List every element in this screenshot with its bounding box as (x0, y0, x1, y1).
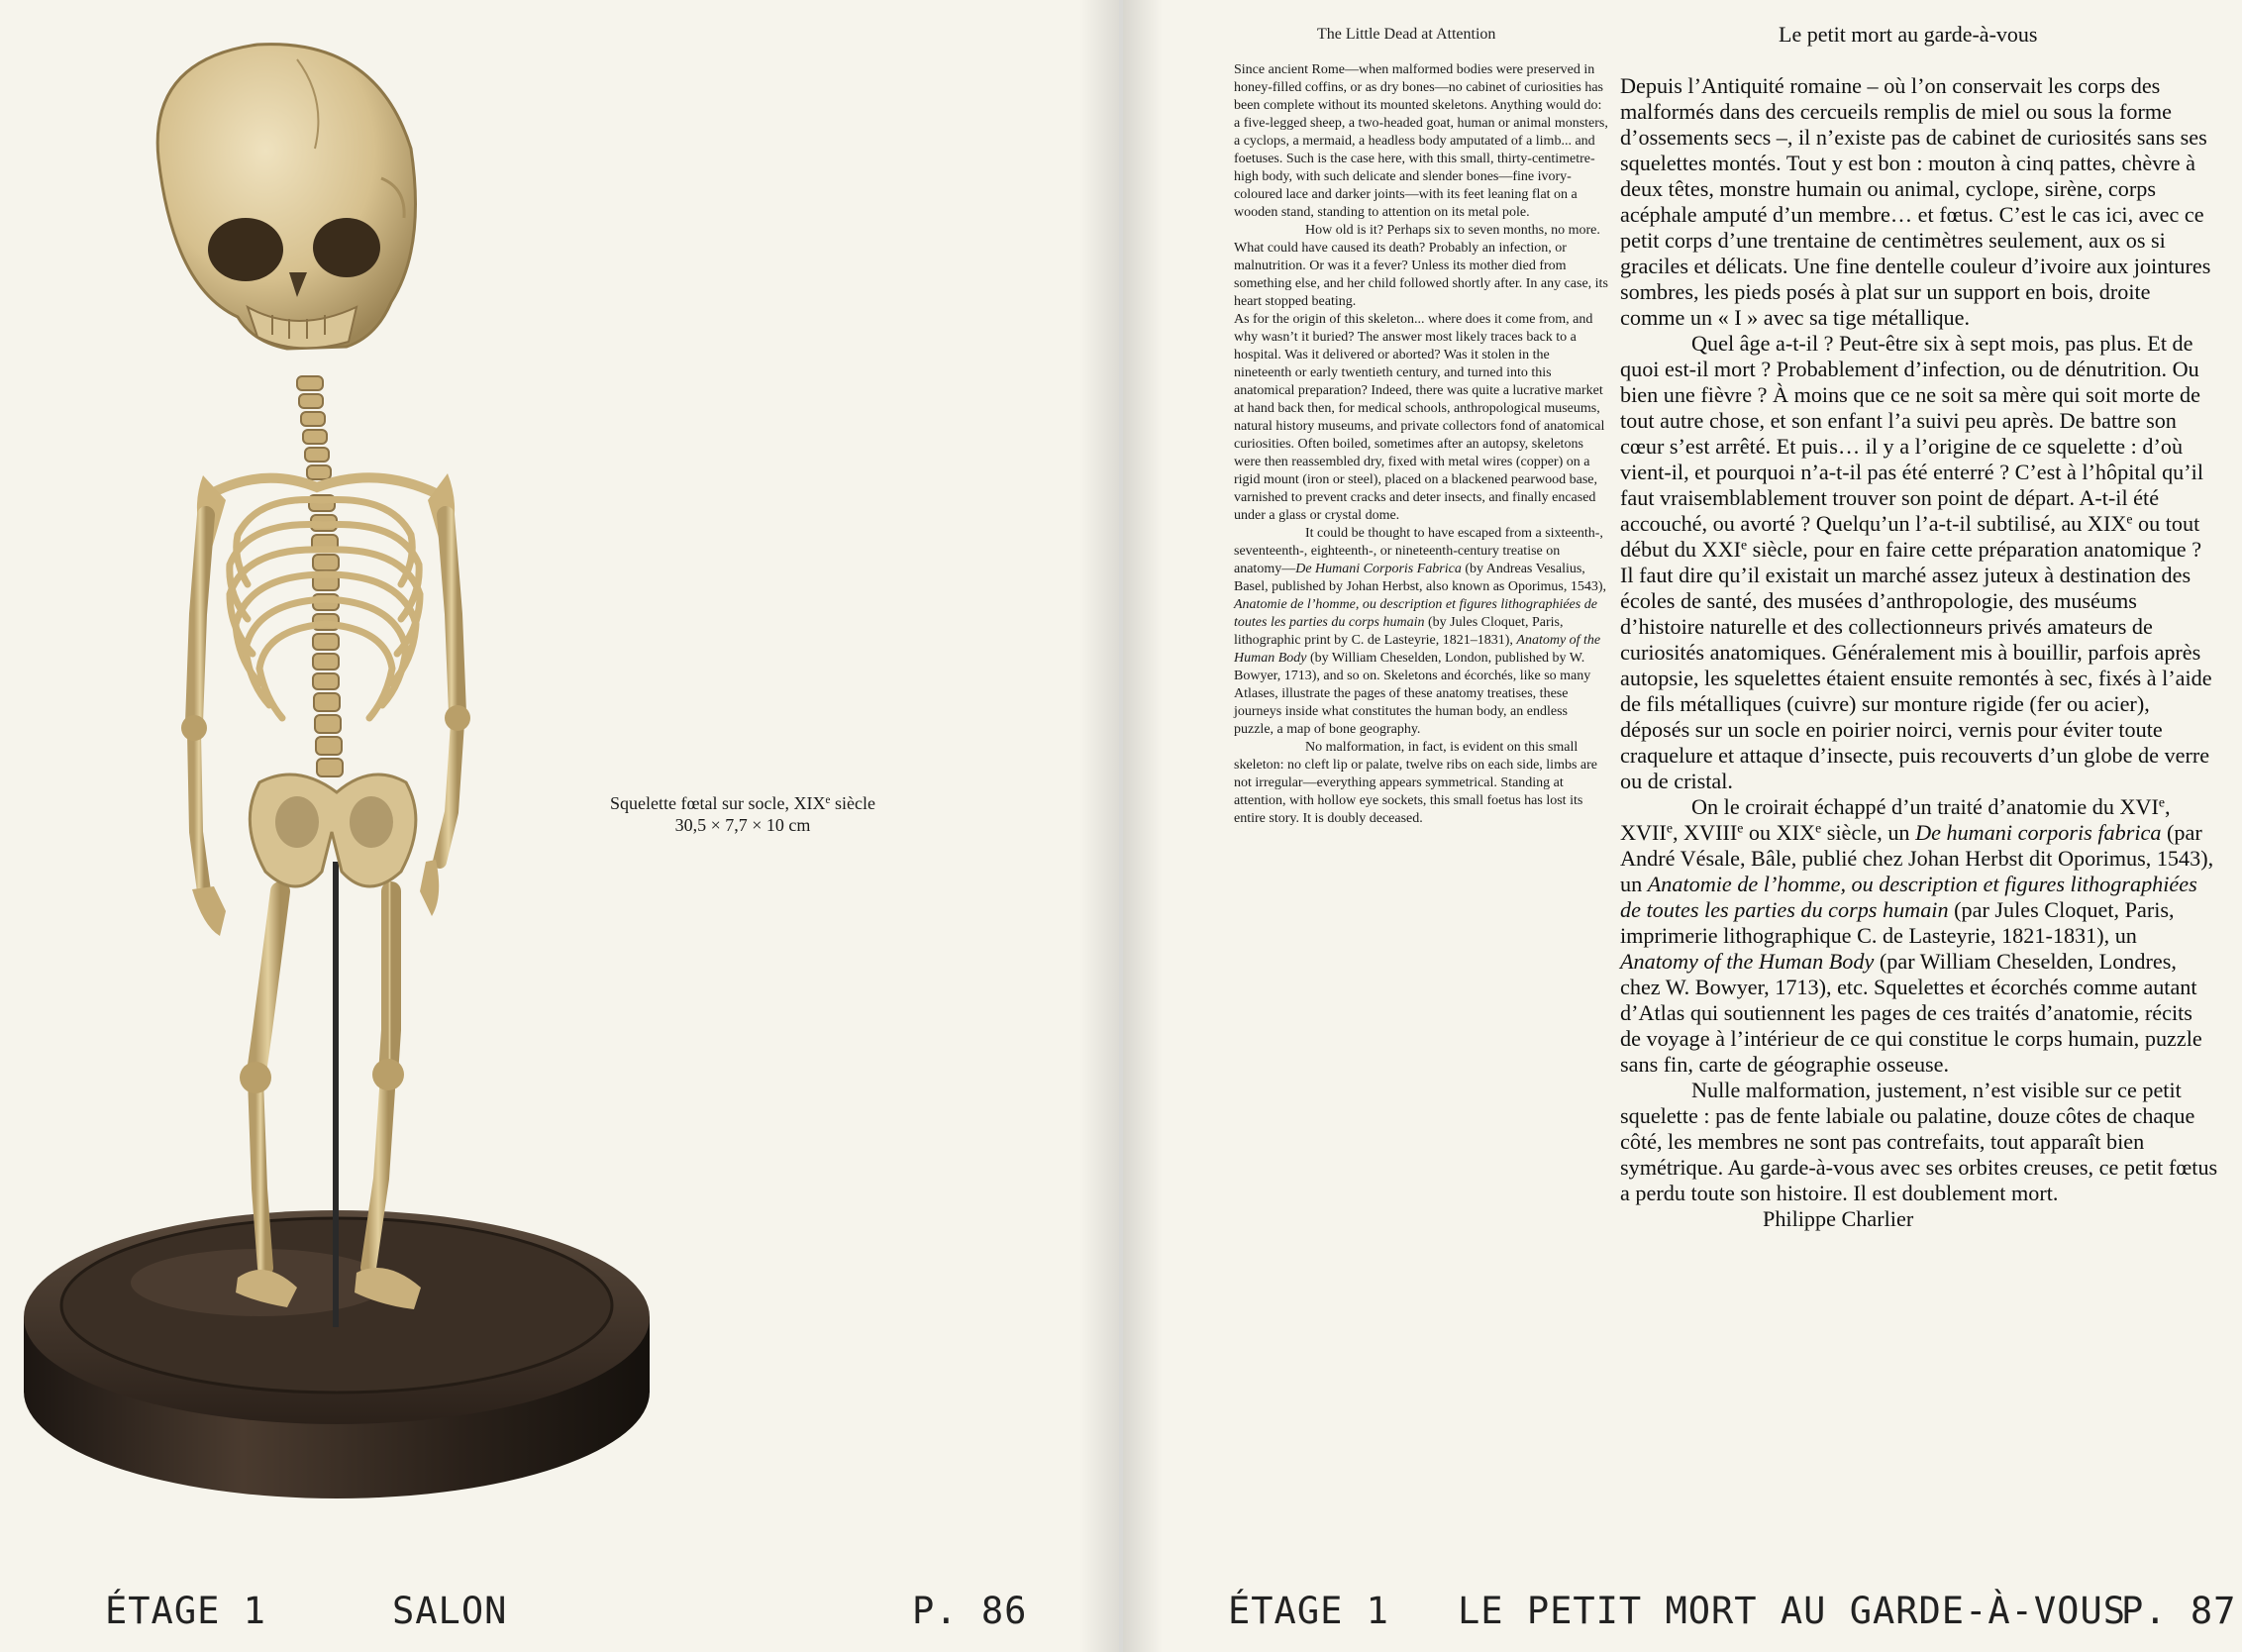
french-title: Le petit mort au garde-à-vous (1779, 22, 2038, 47)
artwork-caption (584, 792, 901, 836)
gutter-shadow-right (1123, 0, 1163, 1652)
french-paragraph-4: Nulle malformation, justement, n’est visible sur ce petit squelette : pas de fente labiale ou palatine, douze côtes de chaque côté, les membres ne sont pas contrefaits, tout apparaît bien symétrique. Au garde-à-vous avec ses orbites creuses, ce petit fœtus a perdu toute son histoire. Il est doublement mort. (1620, 1078, 2218, 1205)
english-text-column (1234, 61, 1608, 828)
caption-dimensions: 30,5 × 7,7 × 10 cm (674, 815, 811, 835)
footer-page-number-right: P. 87 (2121, 1590, 2237, 1632)
english-title: The Little Dead at Attention (1317, 26, 1496, 43)
english-paragraph-2: How old is it? Perhaps six to seven months, no more. What could have caused its death? Probably an infection, or malnutrition. Or was it a fever? Unless its mother died from something else, and her child followed shortly after. In any case, its heart stopped beating. (1234, 223, 1608, 309)
french-paragraph-3: On le croirait échappé d’un traité d’anatomie du XVIe, XVIIe, XVIIIe ou XIXe siècle, un De humani corporis fabrica (par André Vésale, Bâle, publié chez Johan Herbst dit Oporimus, 1543), un Anatomie de l’homme, ou description et figures lithographiées de toutes les parties du corps humain (par Jules Cloquet, Paris, imprimerie lithographique C. de Lasteyrie, 1821-1831), un Anatomy of the Human Body (par William Cheselden, Londres, chez W. Bowyer, 1713), etc. Squelettes et écorchés comme autant d’Atlas qui soutiennent les pages de ces traités d’anatomie, récits de voyage à l’intérieur de ce qui constitue le corps humain, puzzle sans fin, carte de géographie osseuse. (1620, 794, 2214, 1077)
footer-page-number-left: P. 86 (912, 1590, 1028, 1632)
caption-title: Squelette fœtal sur socle, XIXe siècle (610, 793, 875, 813)
footer-floor-left: ÉTAGE 1 (105, 1590, 266, 1632)
left-page (0, 0, 1119, 1652)
french-paragraph-2: Quel âge a-t-il ? Peut-être six à sept mois, pas plus. Et de quoi est-il mort ? Probablement d’infection, ou de dénutrition. Ou bien une fièvre ? À moins que ce ne soit sa mère qui soit morte de tout autre chose, et son enfant l’a suivi peu après. De battre son cœur s’est arrêté. Et puis… il y a l’origine de ce squelette : d’où vient-il, et pourquoi n’a-t-il pas été enterré ? C’est à l’hôpital qu’il faut vraisemblablement trouver son point de départ. A-t-il été accouché, ou avorté ? Quelqu’un l’a-t-il subtilisé, au XIXe ou tout début du XXIe siècle, pour en faire cette préparation anatomique ? Il faut dire qu’il existait un marché assez juteux à destination des écoles de santé, des musées d’anthropologie, des muséums d’histoire naturelle et des collectionneurs privés amateurs de curiosités anatomiques. Généralement mis à bouillir, parfois après autopsie, les squelettes étaient ensuite remontés à sec, fixés à l’aide de fils métalliques (cuivre) sur monture rigide (fer ou acier), déposés sur un socle en poirier noirci, vernis pour éviter toute craquelure et attaque d’insecte, puis recouverts d’un globe de verre ou de cristal. (1620, 331, 2212, 793)
french-paragraph-1: Depuis l’Antiquité romaine – où l’on conservait les corps des malformés dans des cercueils remplis de miel ou sous la forme d’ossements secs –, il n’existe pas de cabinet de curiosités sans ses squelettes montés. Tout y est bon : mouton à cinq pattes, chèvre à deux têtes, monstre humain ou animal, cyclope, sirène, corps acéphale amputé d’un membre… et fœtus. C’est le cas ici, avec ce petit corps d’une trentaine de centimètres seulement, aux os si graciles et délicats. Une fine dentelle couleur d’ivoire aux jointures sombres, les pieds posés à plat sur un support en bois, droite comme un « I » avec sa tige métallique. (1620, 73, 2211, 330)
footer-floor-right: ÉTAGE 1 (1228, 1590, 1389, 1632)
french-text-column (1620, 73, 2218, 1232)
footer-section-right: LE PETIT MORT AU GARDE-À-VOUS (1458, 1590, 2127, 1632)
english-paragraph-4: It could be thought to have escaped from a sixteenth-, seventeenth-, eighteenth-, or nineteenth-century treatise on anatomy—De Humani Corporis Fabrica (by Andreas Vesalius, Basel, published by Johan Herbst, also known as Oporimus, 1543), Anatomie de l’homme, ou description et figures lithographiées de toutes les parties du corps humain (by Jules Cloquet, Paris, lithographic print by C. de Lasteyrie, 1821–1831), Anatomy of the Human Body (by William Cheselden, London, published by W. Bowyer, 1713), and so on. Skeletons and écorchés, like so many Atlases, illustrate the pages of these anatomy treatises, these journeys inside what constitutes the human body, an endless puzzle, a map of bone geography. (1234, 526, 1607, 737)
english-paragraph-3: As for the origin of this skeleton... where does it come from, and why wasn’t it buried? The answer most likely traces back to a hospital. Was it delivered or aborted? Was it stolen in the nineteenth or early twentieth century, and turned into this anatomical preparation? Indeed, there was quite a lucrative market at hand back then, for medical schools, anthropological museums, natural history museums, and private collectors fond of anatomical curiosities. Often boiled, sometimes after an autopsy, skeletons were then reassembled dry, fixed with metal wires (copper) on a rigid mount (iron or steel), placed on a blackened pearwood base, varnished to prevent cracks and deter insects, and finally encased under a glass or crystal dome. (1234, 312, 1605, 523)
english-paragraph-5: No malformation, in fact, is evident on this small skeleton: no cleft lip or palate, twelve ribs on each side, limbs are not irregular—everything appears symmetrical. Standing at attention, with hollow eye sockets, this small foetus has lost its entire story. It is doubly deceased. (1234, 740, 1597, 826)
skeleton-photo (0, 0, 1119, 1652)
gutter-shadow-left (1079, 0, 1119, 1652)
footer-section-left: SALON (392, 1590, 508, 1632)
author-signature: Philippe Charlier (1763, 1206, 1914, 1231)
english-paragraph-1: Since ancient Rome—when malformed bodies were preserved in honey-filled coffins, or as dry bones—no cabinet of curiosities has been complete without its mounted skeletons. Anything would do: a five-legged sheep, a two-headed goat, human or animal monsters, a cyclops, a mermaid, a headless body amputated of a limb... and foetuses. Such is the case here, with this small, thirty-centimetre-high body, with such delicate and slender bones—fine ivory-coloured lace and darker joints—with its feet leaning flat on a wooden stand, standing to attention on its metal pole. (1234, 62, 1608, 220)
